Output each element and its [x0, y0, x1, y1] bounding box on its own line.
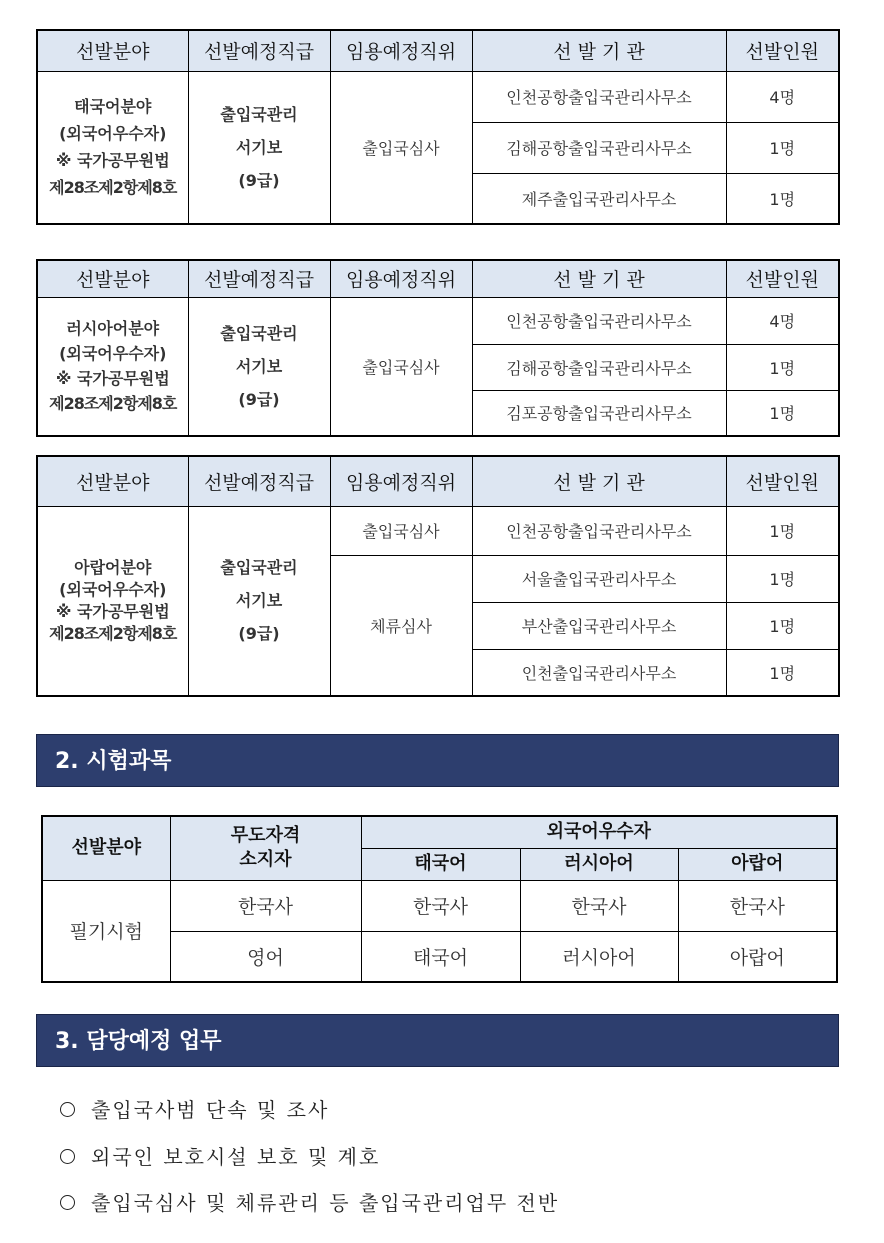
grade-cell: 출입국관리 서기보 (9급) — [188, 506, 330, 696]
section-title-exam-subjects: 2. 시험과목 — [36, 734, 839, 787]
header-field: 선발분야 — [37, 260, 188, 297]
count-cell: 1명 — [726, 390, 839, 436]
selection-table-russian — [36, 259, 840, 437]
subject-cell: 한국사 — [520, 880, 678, 931]
field-cell: 아랍어분야 (외국어우수자) ※ 국가공무원법 제28조제2항제8호 — [37, 506, 188, 696]
agency-cell: 인천공항출입국관리사무소 — [472, 506, 726, 555]
header-count: 선발인원 — [726, 30, 839, 71]
header-field: 선발분야 — [37, 30, 188, 71]
position-cell: 출입국심사 — [330, 71, 472, 224]
circle-bullet-icon — [60, 1195, 75, 1210]
subject-cell: 태국어 — [361, 931, 520, 982]
header-grade: 선발예정직급 — [188, 260, 330, 297]
agency-cell: 김해공항출입국관리사무소 — [472, 122, 726, 173]
field-cell: 러시아어분야 (외국어우수자) ※ 국가공무원법 제28조제2항제8호 — [37, 297, 188, 436]
count-cell: 1명 — [726, 555, 839, 602]
count-cell: 1명 — [726, 122, 839, 173]
position-cell: 출입국심사 — [330, 506, 472, 555]
agency-cell: 부산출입국관리사무소 — [472, 602, 726, 649]
header-position: 임용예정직위 — [330, 260, 472, 297]
duty-item: 출입국사범 단속 및 조사 — [60, 1094, 329, 1123]
agency-cell: 인천공항출입국관리사무소 — [472, 297, 726, 344]
duty-item: 출입국심사 및 체류관리 등 출입국관리업무 전반 — [60, 1187, 559, 1216]
grade-cell: 출입국관리 서기보 (9급) — [188, 297, 330, 436]
header-field: 선발분야 — [42, 816, 170, 880]
agency-cell: 인천공항출입국관리사무소 — [472, 71, 726, 122]
header-position: 임용예정직위 — [330, 456, 472, 506]
header-agency: 선 발 기 관 — [472, 260, 726, 297]
written-exam-label: 필기시험 — [42, 880, 170, 982]
subject-cell: 아랍어 — [678, 931, 837, 982]
header-foreign-excellence: 외국어우수자 — [361, 816, 837, 848]
circle-bullet-icon — [60, 1102, 75, 1117]
count-cell: 1명 — [726, 602, 839, 649]
grade-cell: 출입국관리 서기보 (9급) — [188, 71, 330, 224]
count-cell: 4명 — [726, 297, 839, 344]
position-cell: 체류심사 — [330, 555, 472, 696]
selection-table-arabic — [36, 455, 840, 697]
count-cell: 1명 — [726, 173, 839, 224]
subject-cell: 러시아어 — [520, 931, 678, 982]
selection-table-thai — [36, 29, 840, 225]
count-cell: 4명 — [726, 71, 839, 122]
header-agency: 선 발 기 관 — [472, 456, 726, 506]
agency-cell: 인천출입국관리사무소 — [472, 649, 726, 696]
header-language-russian: 러시아어 — [520, 848, 678, 880]
header-grade: 선발예정직급 — [188, 456, 330, 506]
header-language-thai: 태국어 — [361, 848, 520, 880]
header-count: 선발인원 — [726, 260, 839, 297]
agency-cell: 제주출입국관리사무소 — [472, 173, 726, 224]
duty-item: 외국인 보호시설 보호 및 계호 — [60, 1141, 380, 1170]
agency-cell: 김해공항출입국관리사무소 — [472, 344, 726, 390]
agency-cell: 김포공항출입국관리사무소 — [472, 390, 726, 436]
count-cell: 1명 — [726, 649, 839, 696]
circle-bullet-icon — [60, 1149, 75, 1164]
section-title-duties: 3. 담당예정 업무 — [36, 1014, 839, 1067]
subject-cell: 한국사 — [678, 880, 837, 931]
agency-cell: 서울출입국관리사무소 — [472, 555, 726, 602]
position-cell: 출입국심사 — [330, 297, 472, 436]
header-grade: 선발예정직급 — [188, 30, 330, 71]
count-cell: 1명 — [726, 344, 839, 390]
header-nolicense: 무도자격 소지자 — [170, 816, 361, 880]
count-cell: 1명 — [726, 506, 839, 555]
exam-subjects-table — [41, 815, 838, 983]
subject-cell: 한국사 — [361, 880, 520, 931]
header-count: 선발인원 — [726, 456, 839, 506]
field-cell: 태국어분야 (외국어우수자) ※ 국가공무원법 제28조제2항제8호 — [37, 71, 188, 224]
header-agency: 선 발 기 관 — [472, 30, 726, 71]
subject-cell: 한국사 — [170, 880, 361, 931]
header-field: 선발분야 — [37, 456, 188, 506]
subject-cell: 영어 — [170, 931, 361, 982]
header-position: 임용예정직위 — [330, 30, 472, 71]
header-language-arabic: 아랍어 — [678, 848, 837, 880]
